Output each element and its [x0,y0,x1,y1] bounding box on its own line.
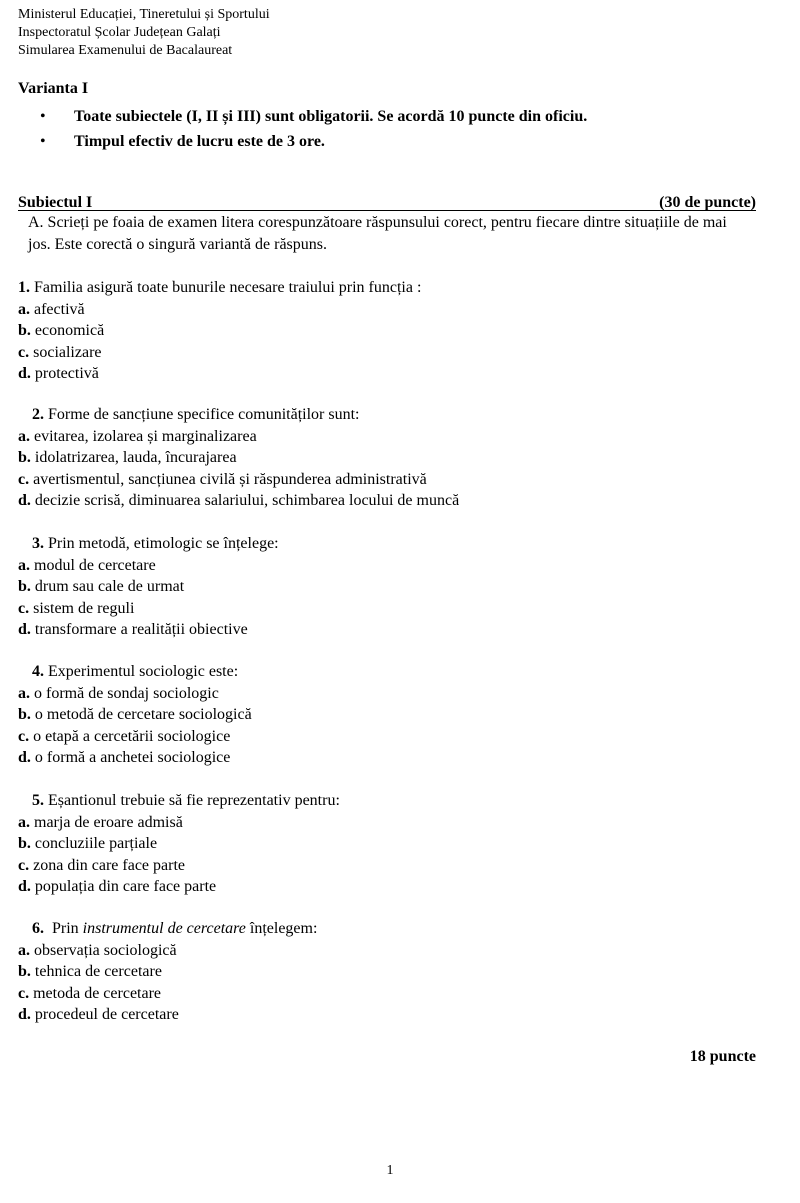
answer-option: b. drum sau cale de urmat [18,578,185,596]
question-text-italic: instrumentul de cercetare [82,920,246,937]
answer-option: b. economică [18,322,105,340]
question-6 [18,918,317,1026]
answer-option: a. afectivă [18,300,85,318]
question-1 [18,277,421,385]
question-number: 1. [18,279,30,296]
answer-option: d. transformare a realității obiective [18,621,248,639]
question-text-start: Prin [44,920,83,937]
answer-option: c. o etapă a cercetării sociologice [18,727,231,745]
variant-title: Varianta I [18,80,89,97]
question-text: Eșantionul trebuie să fie reprezentativ pentru: [44,792,340,809]
question-text: Familia asigură toate bunurile necesare traiului prin funcția : [30,279,422,296]
question-text: Forme de sancțiune specifice comunităților sunt: [44,406,360,423]
question-number: 6. [32,920,44,937]
rule-item: • Timpul efectiv de lucru este de 3 ore. [38,129,587,154]
header-ministry: Ministerul Educației, Tineretului și Sportului [18,7,270,22]
question-number: 2. [32,406,44,423]
document-header [18,6,270,60]
header-inspectorate: Inspectoratul Școlar Județean Galați [18,25,221,40]
answer-option: d. protectivă [18,365,99,383]
section-points: 18 puncte [689,1048,756,1065]
answer-option: b. o metodă de cercetare sociologică [18,706,252,724]
answer-option: c. socializare [18,343,102,361]
subject-title: Subiectul I [18,194,93,211]
rule-item: • Toate subiectele (I, II și III) sunt obligatorii. Se acordă 10 puncte din oficiu. [38,104,587,129]
exam-rules [38,104,587,154]
answer-option: d. decizie scrisă, diminuarea salariului, schimbarea locului de muncă [18,492,460,510]
answer-option: c. avertismentul, sancțiunea civilă și răspunderea administrativă [18,470,427,488]
question-text: Prin metodă, etimologic se înțelege: [44,535,279,552]
answer-option: c. metoda de cercetare [18,984,162,1002]
answer-option: a. observația sociologică [18,941,177,959]
answer-option: a. modul de cercetare [18,556,156,574]
question-number: 3. [32,535,44,552]
question-number: 4. [32,663,44,680]
answer-option: c. sistem de reguli [18,599,135,617]
answer-option: c. zona din care face parte [18,856,185,874]
header-exam: Simularea Examenului de Bacalaureat [18,43,233,58]
answer-option: a. o formă de sondaj sociologic [18,684,219,702]
answer-option: b. tehnica de cercetare [18,963,162,981]
answer-option: b. idolatrizarea, lauda, încurajarea [18,449,237,467]
subject-points: (30 de puncte) [659,194,756,211]
page-number: 1 [386,1163,394,1178]
question-2 [18,404,459,512]
subject-instructions: A. Scrieți pe foaia de examen litera corespunzătoare răspunsului corect, pentru fiecare dintre situațiile de mai jos. Este corectă o singură variantă de răspuns. [28,214,727,253]
question-3 [18,533,279,641]
answer-option: a. evitarea, izolarea și marginalizarea [18,427,257,445]
question-4 [18,661,252,769]
question-text: Experimentul sociologic este: [44,663,239,680]
answer-option: b. concluziile parțiale [18,835,158,853]
question-5 [18,790,340,898]
question-text-end: înțelegem: [245,920,318,937]
answer-option: d. procedeul de cercetare [18,1006,179,1024]
question-number: 5. [32,792,44,809]
answer-option: a. marja de eroare admisă [18,813,183,831]
subject-heading [18,191,756,211]
answer-option: d. populația din care face parte [18,878,217,896]
answer-option: d. o formă a anchetei sociologice [18,749,231,767]
